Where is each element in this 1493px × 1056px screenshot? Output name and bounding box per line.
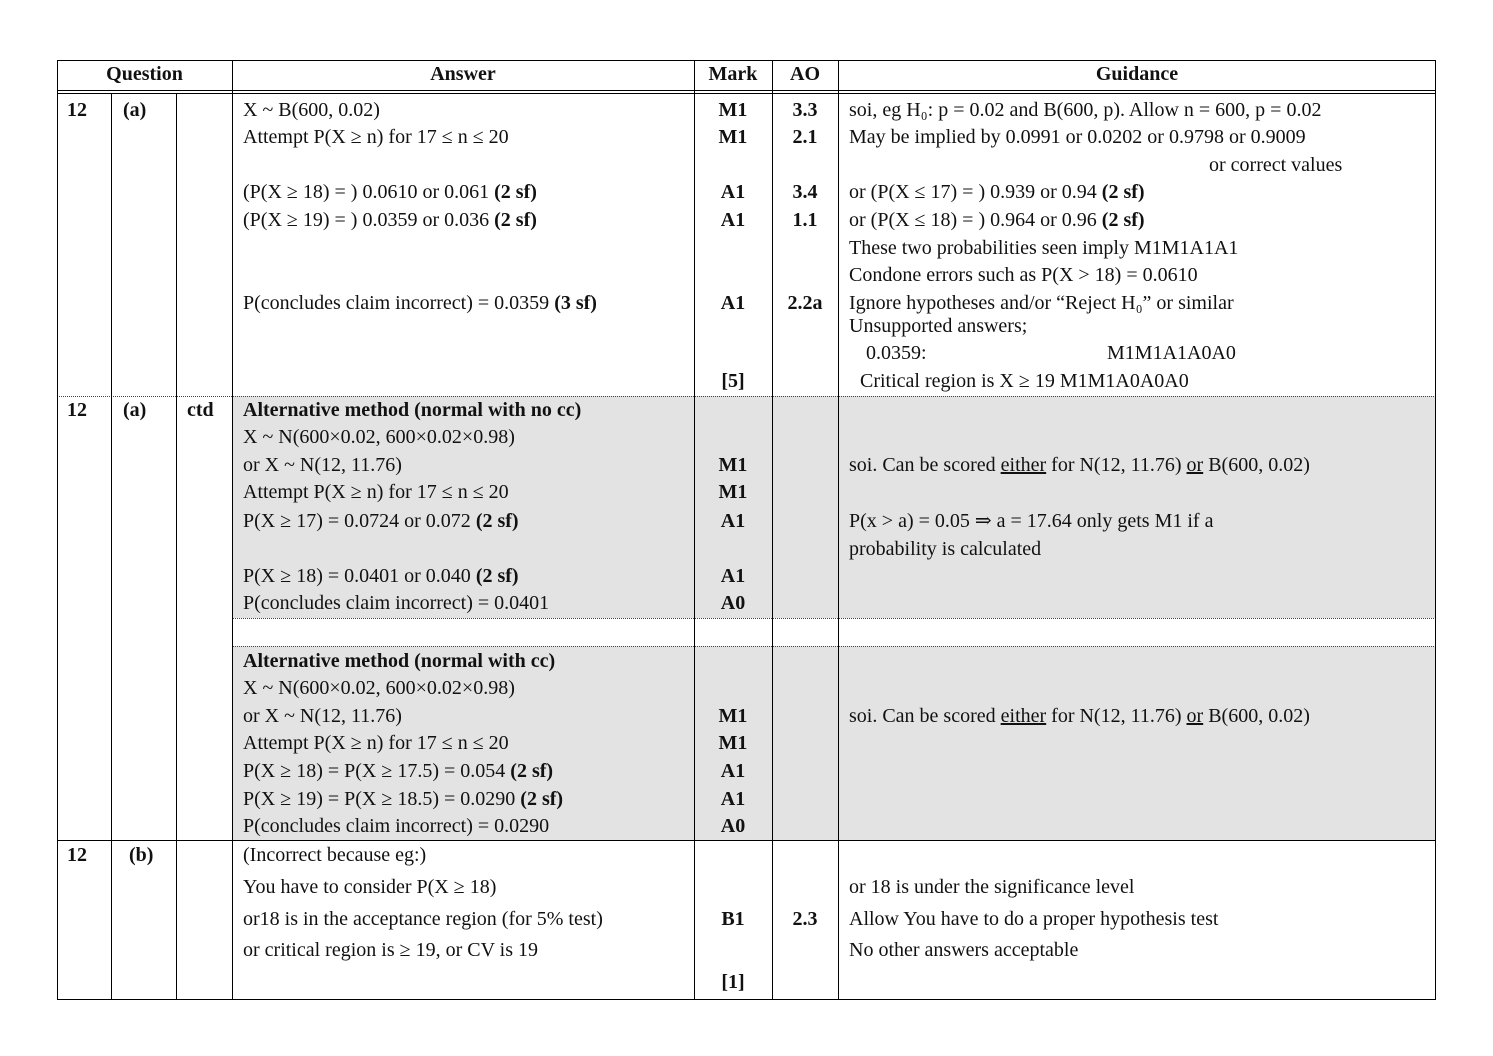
- answer-line: X ~ B(600, 0.02): [243, 99, 380, 121]
- separator-row: [232, 618, 1436, 646]
- column-border: [1435, 60, 1436, 1000]
- guidance-line: Condone errors such as P(X > 18) = 0.0610: [849, 264, 1198, 286]
- header-guidance: Guidance: [1095, 63, 1179, 85]
- mark-value: M1: [718, 705, 748, 727]
- answer-line: or critical region is ≥ 19, or CV is 19: [243, 939, 539, 961]
- table-bottom-border: [57, 999, 1436, 1000]
- answer-line: or18 is in the acceptance region (for 5% test): [243, 908, 603, 930]
- column-border: [111, 93, 112, 1000]
- header-double-border: [57, 93, 1436, 94]
- answer-line: P(X ≥ 18) = 0.0401 or 0.040 (2 sf): [243, 565, 519, 587]
- guidance-line: or 18 is under the significance level: [849, 876, 1135, 898]
- row-divider: [232, 646, 1436, 647]
- mark-value: M1: [718, 454, 748, 476]
- answer-line: or X ~ N(12, 11.76): [243, 454, 402, 476]
- answer-line: or X ~ N(12, 11.76): [243, 705, 402, 727]
- table-top-border: [57, 60, 1436, 61]
- answer-line: X ~ N(600×0.02, 600×0.02×0.98): [243, 677, 515, 699]
- guidance-line: Critical region is X ≥ 19 M1M1A0A0A0: [860, 370, 1189, 392]
- answer-line: Attempt P(X ≥ n) for 17 ≤ n ≤ 20: [243, 732, 509, 754]
- answer-line: X ~ N(600×0.02, 600×0.02×0.98): [243, 426, 515, 448]
- answer-line: P(X ≥ 17) = 0.0724 or 0.072 (2 sf): [243, 510, 519, 532]
- header-question: Question: [106, 63, 183, 85]
- guidance-line: M1M1A1A0A0: [1107, 342, 1236, 364]
- row-divider: [232, 618, 1436, 619]
- question-number: 12: [67, 99, 87, 121]
- mark-total: [1]: [721, 971, 745, 993]
- mark-value: B1: [721, 908, 745, 930]
- mark-value: M1: [718, 732, 748, 754]
- mark-value: A1: [720, 760, 746, 782]
- mark-value: A0: [720, 815, 746, 837]
- question-part: (b): [129, 844, 154, 866]
- answer-line: Attempt P(X ≥ n) for 17 ≤ n ≤ 20: [243, 126, 509, 148]
- guidance-line: probability is calculated: [849, 538, 1042, 560]
- guidance-line: Ignore hypotheses and/or “Reject H₀” or similar: [849, 292, 1234, 314]
- question-number: 12: [67, 844, 87, 866]
- ao-value: 3.4: [792, 181, 818, 203]
- mark-value: A1: [720, 788, 746, 810]
- row-divider: [57, 840, 1436, 841]
- method-heading: Alternative method (normal with cc): [243, 650, 556, 672]
- mark-value: A1: [720, 209, 746, 231]
- ao-value: 2.3: [792, 908, 818, 930]
- answer-line: You have to consider P(X ≥ 18): [243, 876, 497, 898]
- ao-value: 2.1: [792, 126, 818, 148]
- column-border: [838, 60, 839, 1000]
- answer-line: P(concludes claim incorrect) = 0.0359 (3 sf): [243, 292, 597, 314]
- answer-line: (P(X ≥ 19) = ) 0.0359 or 0.036 (2 sf): [243, 209, 537, 231]
- guidance-line: No other answers acceptable: [849, 939, 1079, 961]
- mark-value: A1: [720, 565, 746, 587]
- answer-line: P(concludes claim incorrect) = 0.0290: [243, 815, 550, 837]
- column-border: [57, 60, 58, 1000]
- mark-scheme-table: [57, 60, 1436, 1000]
- ao-value: 3.3: [792, 99, 818, 121]
- guidance-line: or (P(X ≤ 18) = ) 0.964 or 0.96 (2 sf): [849, 209, 1145, 231]
- header-mark: Mark: [708, 63, 758, 85]
- answer-line: Attempt P(X ≥ n) for 17 ≤ n ≤ 20: [243, 481, 509, 503]
- mark-value: M1: [718, 99, 748, 121]
- ao-value: 2.2a: [787, 292, 823, 314]
- guidance-line: May be implied by 0.0991 or 0.0202 or 0.9798 or 0.9009: [849, 126, 1306, 148]
- guidance-line: soi. Can be scored either for N(12, 11.76) or B(600, 0.02): [849, 705, 1310, 727]
- guidance-line: or correct values: [1209, 154, 1343, 176]
- answer-line: P(X ≥ 19) = P(X ≥ 18.5) = 0.0290 (2 sf): [243, 788, 564, 810]
- guidance-line: 0.0359:: [866, 342, 927, 364]
- mark-value: M1: [718, 126, 748, 148]
- question-continued: ctd: [187, 399, 214, 421]
- question-part: (a): [123, 99, 147, 121]
- mark-value: A1: [720, 292, 746, 314]
- mark-value: A1: [720, 510, 746, 532]
- mark-total: [5]: [721, 370, 745, 392]
- guidance-line: Allow You have to do a proper hypothesis test: [849, 908, 1219, 930]
- header-bottom-border: [57, 90, 1436, 91]
- question-part: (a): [123, 399, 147, 421]
- header-ao: AO: [790, 63, 820, 85]
- guidance-line: soi, eg H₀: p = 0.02 and B(600, p). Allow n = 600, p = 0.02: [849, 99, 1322, 121]
- column-border: [176, 93, 177, 1000]
- ao-value: 1.1: [792, 209, 818, 231]
- answer-line: P(X ≥ 18) = P(X ≥ 17.5) = 0.054 (2 sf): [243, 760, 554, 782]
- mark-value: A1: [720, 181, 746, 203]
- row-divider: [57, 396, 1436, 397]
- mark-value: M1: [718, 481, 748, 503]
- answer-line: (Incorrect because eg:): [243, 844, 427, 866]
- answer-line: P(concludes claim incorrect) = 0.0401: [243, 592, 550, 614]
- header-answer: Answer: [430, 63, 496, 85]
- guidance-line: Unsupported answers;: [849, 315, 1028, 337]
- guidance-line: or (P(X ≤ 17) = ) 0.939 or 0.94 (2 sf): [849, 181, 1145, 203]
- guidance-line: P(x > a) = 0.05 ⇒ a = 17.64 only gets M1 if a: [849, 510, 1214, 532]
- column-border: [232, 60, 233, 1000]
- method-heading: Alternative method (normal with no cc): [243, 399, 582, 421]
- answer-line: (P(X ≥ 18) = ) 0.0610 or 0.061 (2 sf): [243, 181, 537, 203]
- mark-value: A0: [720, 592, 746, 614]
- guidance-line: soi. Can be scored either for N(12, 11.76) or B(600, 0.02): [849, 454, 1310, 476]
- question-number: 12: [67, 399, 87, 421]
- guidance-line: These two probabilities seen imply M1M1A1A1: [849, 237, 1239, 259]
